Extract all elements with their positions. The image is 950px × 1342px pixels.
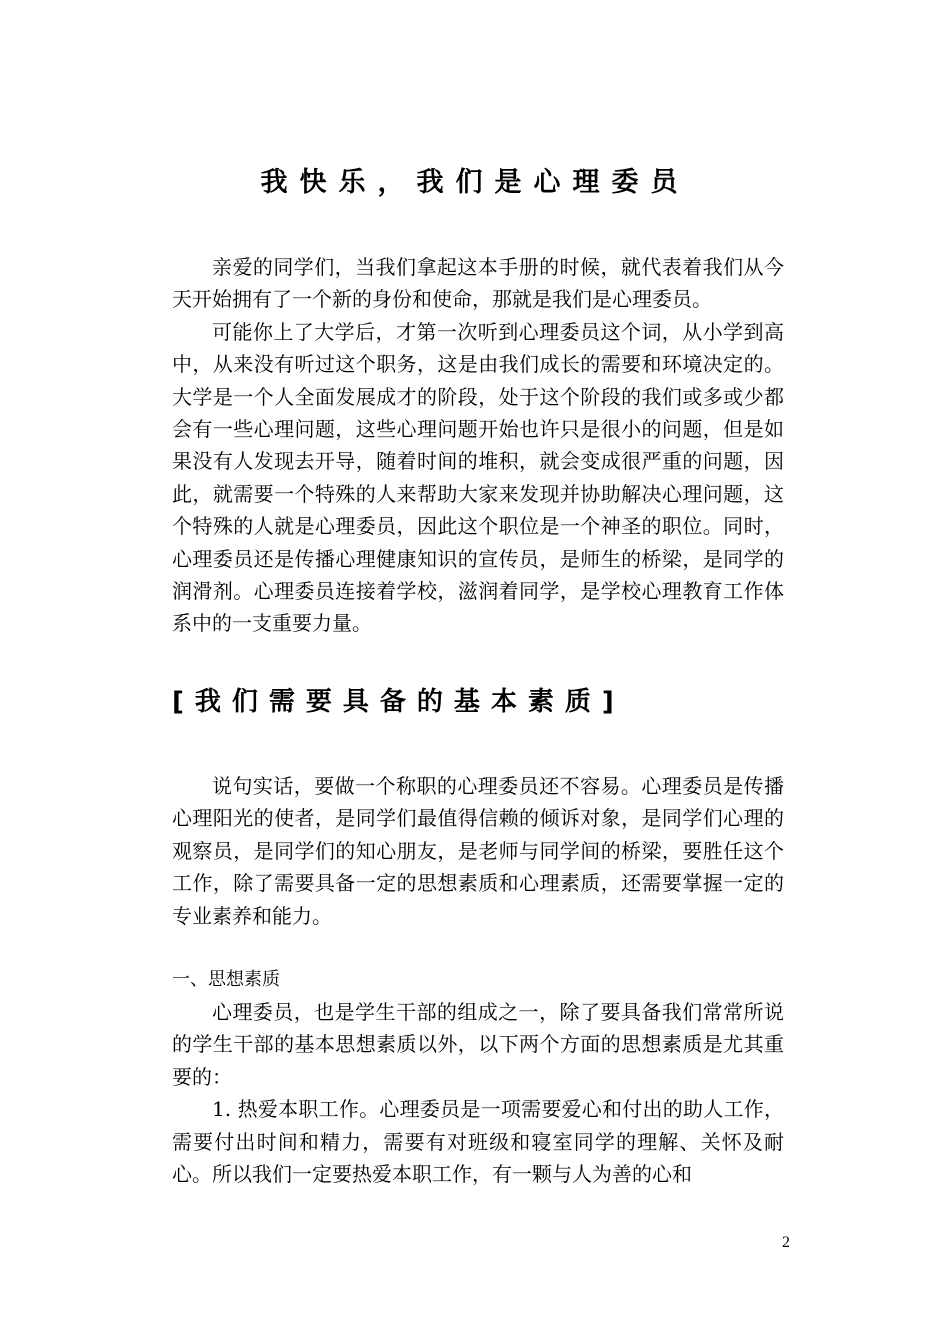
section-intro-paragraph: 说句实话，要做一个称职的心理委员还不容易。心理委员是传播心理阳光的使者，是同学们最值得信赖的倾诉对象，是同学们心理的观察员，是同学们的知心朋友，是老师与同学间的桥梁，要胜任这个工作，除了需要具备一定的思想素质和心理素质，还需要掌握一定的专业素养和能力。 <box>172 774 784 928</box>
subsection-paragraph-2: 1. 热爱本职工作。心理委员是一项需要爱心和付出的助人工作，需要付出时间和精力，需要有对班级和寝室同学的理解、关怀及耐心。所以我们一定要热爱本职工作，有一颗与人为善的心和 <box>172 1097 784 1187</box>
subsection-heading: 一、思想素质 <box>172 969 280 990</box>
page-title: 我快乐，我们是心理委员 <box>260 167 690 198</box>
intro-section <box>172 251 784 640</box>
intro-paragraph-1: 亲爱的同学们，当我们拿起这本手册的时候，就代表着我们从今天开始拥有了一个新的身份和使命，那就是我们是心理委员。 <box>172 255 784 312</box>
intro-paragraph-2: 可能你上了大学后，才第一次听到心理委员这个词，从小学到高中，从来没有听过这个职务，这是由我们成长的需要和环境决定的。大学是一个人全面发展成才的阶段，处于这个阶段的我们或多或少都会有一些心理问题，这些心理问题开始也许只是很小的问题，但是如果没有人发现去开导，随着时间的堆积，就会变成很严重的问题，因此，就需要一个特殊的人来帮助大家来发现并协助解决心理问题，这个特殊的人就是心理委员，因此这个职位是一个神圣的职位。同时，心理委员还是传播心理健康知识的宣传员，是师生的桥梁，是同学的润滑剂。心理委员连接着学校，滋润着同学，是学校心理教育工作体系中的一支重要力量。 <box>172 319 784 636</box>
page-number: 2 <box>782 1234 790 1251</box>
section-heading: [我们需要具备的基本素质] <box>172 687 625 717</box>
subsection-body <box>172 996 784 1190</box>
subsection-paragraph-1: 心理委员，也是学生干部的组成之一，除了要具备我们常常所说的学生干部的基本思想素质以外，以下两个方面的思想素质是尤其重要的： <box>172 1000 784 1089</box>
section-intro-block <box>172 770 784 932</box>
